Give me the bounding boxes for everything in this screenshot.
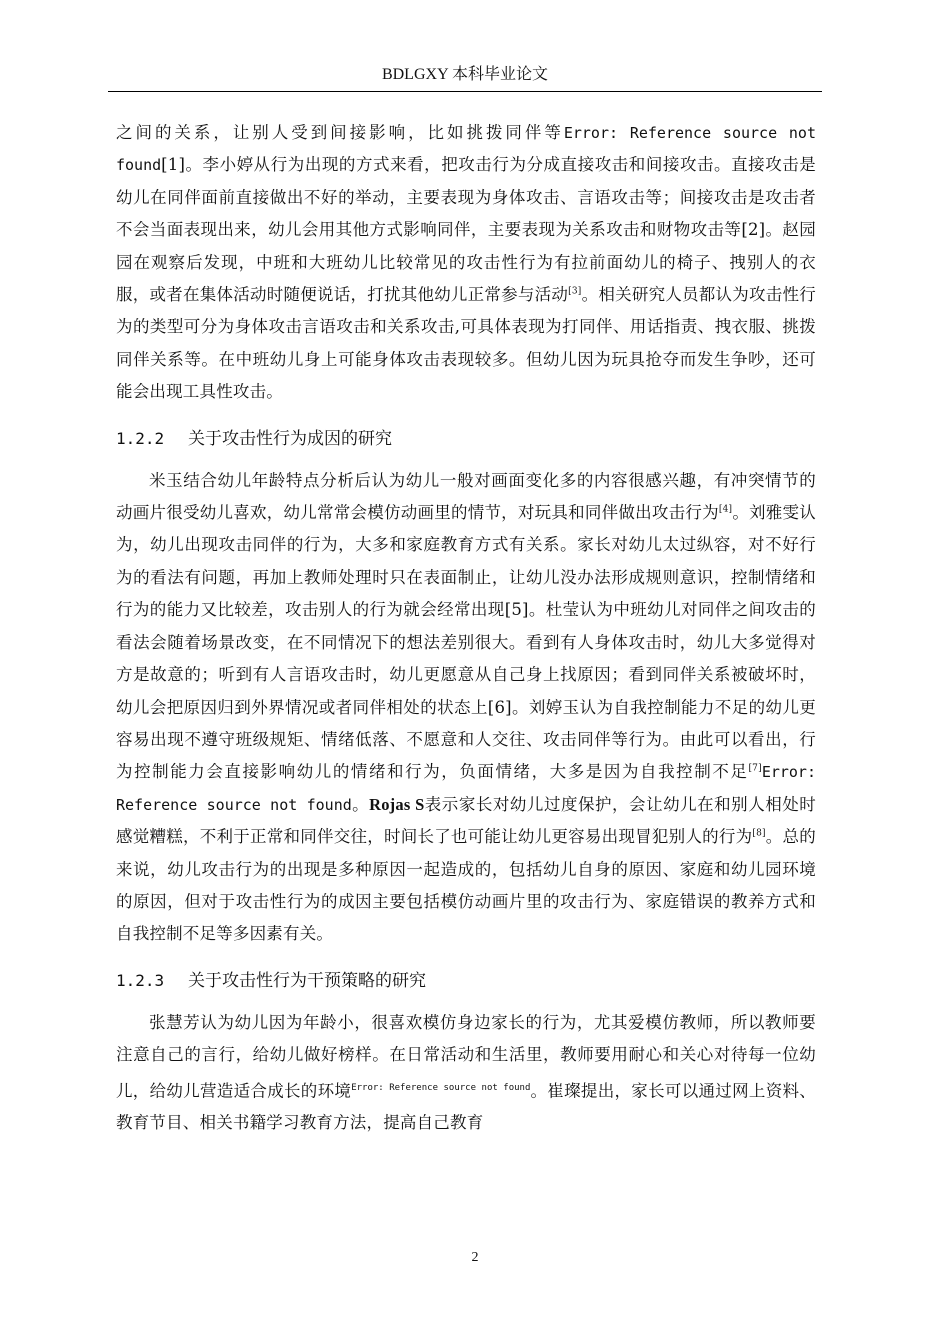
reference-error: Error: Reference source not found — [116, 763, 816, 814]
citation-superscript: [7] — [748, 763, 762, 774]
citation-superscript: [8] — [752, 828, 766, 839]
section-number: 1.2.3 — [116, 970, 165, 990]
paragraph-intervention-strategies — [116, 1007, 816, 1140]
section-heading — [116, 965, 816, 997]
reference-error: Error: Reference source not found — [116, 124, 816, 175]
text-run: 米玉结合幼儿年龄特点分析后认为幼儿一般对画面变化多的内容很感兴趣，有冲突情节的动画片很受幼儿喜欢，幼儿常常会模仿动画里的情节，对玩具和同伴做出攻击行为 — [116, 470, 816, 523]
author-name: Rojas S — [369, 794, 425, 814]
header-divider — [108, 91, 822, 92]
section-number: 1.2.2 — [116, 428, 165, 448]
text-run: 。总的来说，幼儿攻击行为的出现是多种原因一起造成的，包括幼儿自身的原因、家庭和幼儿园环境的原因，但对于攻击性行为的成因主要包括模仿动画片里的攻击行为、家庭错误的教养方式和自我控制不足等多因素有关。 — [116, 827, 816, 944]
paragraph-aggression-causes — [116, 465, 816, 951]
reference-error: Error: Reference source not found — [351, 1082, 531, 1093]
page-body — [116, 117, 816, 1140]
text-run: 表示家长对幼儿过度保护，会让幼儿在和别人相处时感觉糟糕，不利于正常和同伴交往，时间长了也可能让幼儿更容易出现冒犯别人的行为 — [116, 794, 816, 847]
paragraph-aggression-types — [116, 117, 816, 409]
text-run: 之间的关系，让别人受到间接影响，比如挑拨同伴等 — [116, 123, 564, 142]
text-run: 。 — [351, 794, 370, 814]
section-title: 关于攻击性行为成因的研究 — [188, 428, 392, 449]
citation-superscript: [3] — [568, 286, 582, 297]
section-title: 关于攻击性行为干预策略的研究 — [188, 970, 426, 991]
text-run: 张慧芳认为幼儿因为年龄小，很喜欢模仿身边家长的行为，尤其爱模仿教师，所以教师要注意自己的言行，给幼儿做好榜样。在日常活动和生活里，教师要用耐心和关心对待每一位幼儿，给幼儿营造适合成长的环境 — [116, 1012, 816, 1101]
text-run: 。相关研究人员都认为攻击性行为的类型可分为身体攻击言语攻击和关系攻击,可具体表现为打同伴、用话指责、拽衣服、挑拨同伴关系等。在中班幼儿身上可能身体攻击表现较多。但幼儿因为玩具抢夺而发生争吵，还可能会出现工具性攻击。 — [116, 285, 816, 402]
text-run: [1]。李小婷从行为出现的方式来看，把攻击行为分成直接攻击和间接攻击。直接攻击是幼儿在同伴面前直接做出不好的举动，主要表现为身体攻击、言语攻击等；间接攻击是攻击者不会当面表现出来，幼儿会用其他方式影响同伴，主要表现为关系攻击和财物攻击等[2]。赵园园在观察后发现，中班和大班幼儿比较常见的攻击性行为有拉前面幼儿的椅子、拽别人的衣服，或者在集体活动时随便说话，打扰其他幼儿正常参与活动 — [116, 155, 816, 305]
citation-superscript: [4] — [718, 504, 733, 515]
running-header: BDLGXY 本科毕业论文 — [381, 66, 549, 83]
section-heading — [116, 423, 816, 455]
text-run: 。刘雅雯认为，幼儿出现攻击同伴的行为，大多和家庭教育方式有关系。家长对幼儿太过纵容，对不好行为的看法有问题，再加上教师处理时只在表面制止，让幼儿没办法形成规则意识，控制情绪和行为的能力又比较差，攻击别人的行为就会经常出现[5]。杜莹认为中班幼儿对同伴之间攻击的看法会随着场景改变，在不同情况下的想法差别很大。看到有人身体攻击时，幼儿大多觉得对方是故意的；听到有人言语攻击时，幼儿更愿意从自己身上找原因；看到同伴关系被破坏时，幼儿会把原因归到外界情况或者同伴相处的状态上[6]。刘婷玉认为自我控制能力不足的幼儿更容易出现不遵守班级规矩、情绪低落、不愿意和人交往、攻击同伴等行为。由此可以看出，行为控制能力会直接影响幼儿的情绪和行为，负面情绪，大多是因为自我控制不足 — [116, 503, 817, 782]
text-run: 。崔璨提出，家长可以通过网上资料、教育节目、相关书籍学习教育方法，提高自己教育 — [116, 1081, 816, 1133]
page-number: 2 — [471, 1250, 479, 1265]
